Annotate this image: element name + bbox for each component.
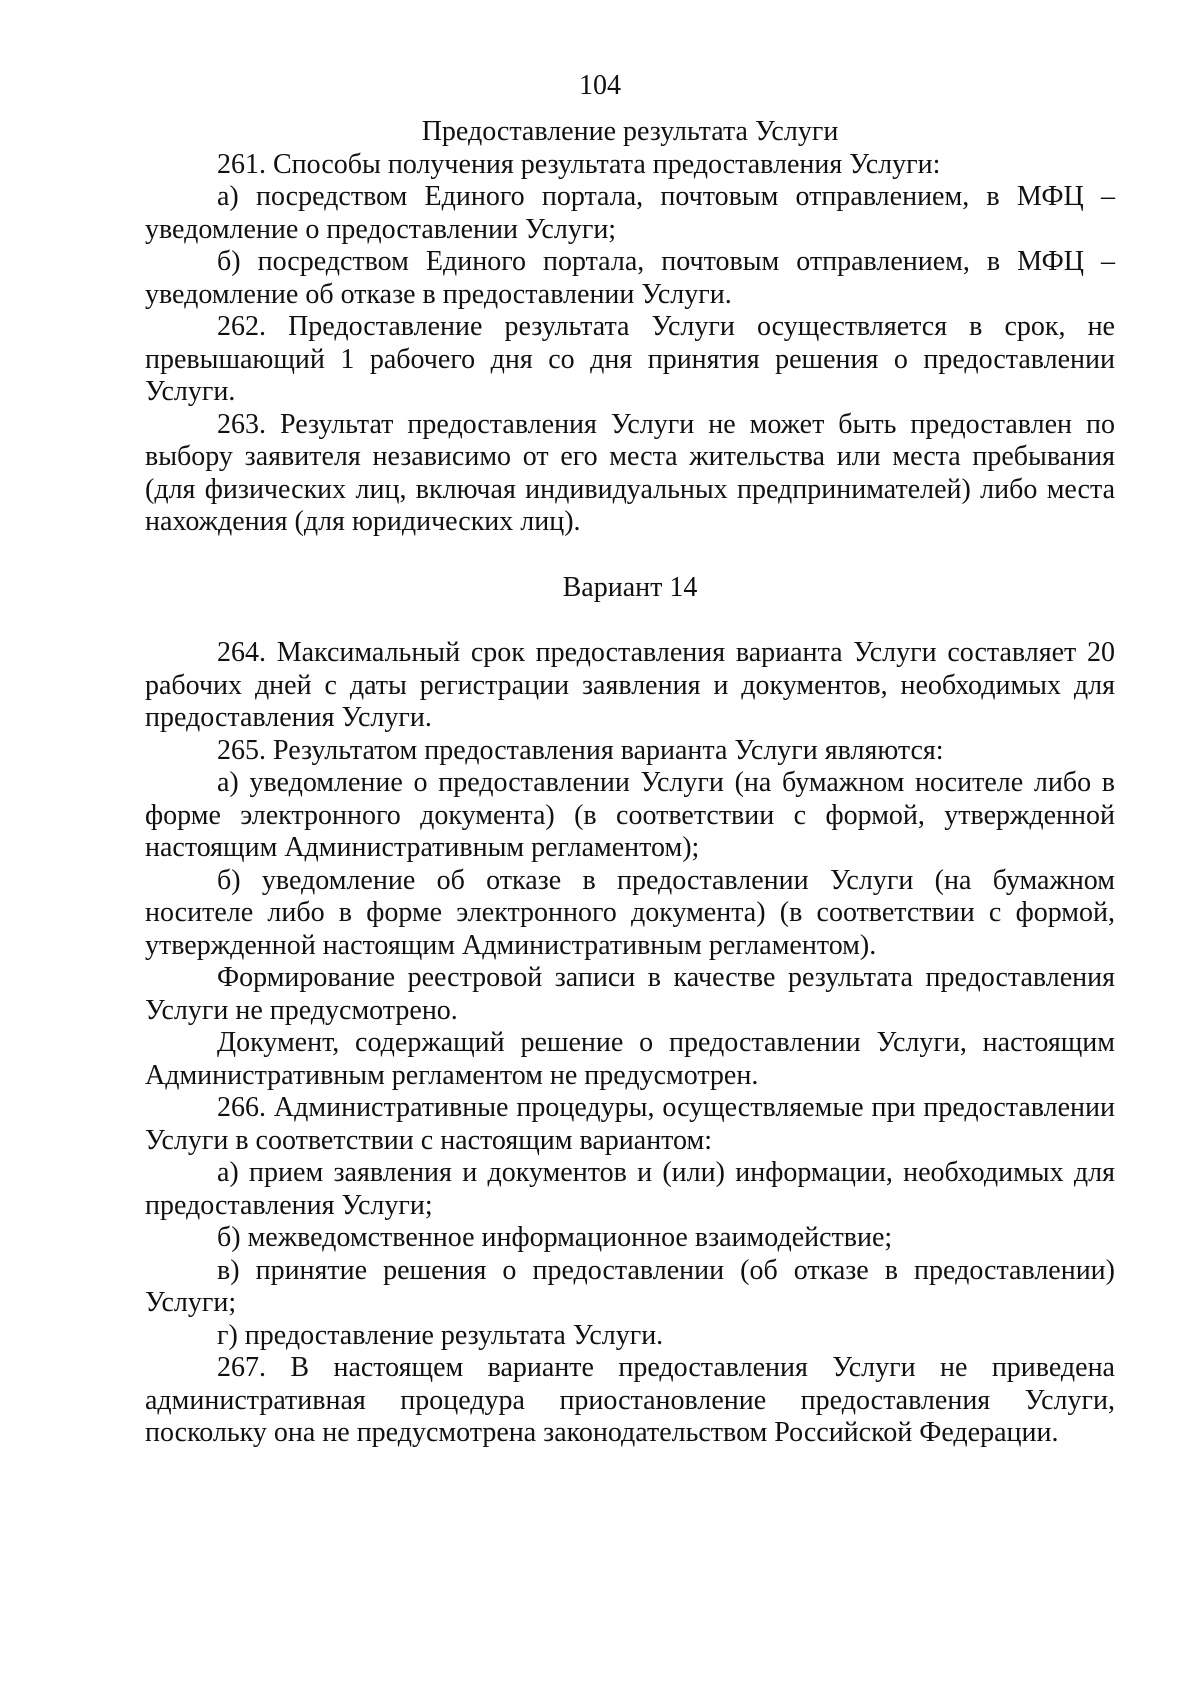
paragraph-266-a: а) прием заявления и документов и (или) информации, необходимых для предоставления Услуги;: [145, 1157, 1115, 1221]
paragraph-265-a: а) уведомление о предоставлении Услуги (на бумажном носителе либо в форме электронного документа) (в соответствии с формой, утвержденной настоящим Административным регламентом);: [145, 767, 1115, 863]
paragraph-267: 267. В настоящем варианте предоставления Услуги не приведена административная процедура приостановление предоставления Услуги, поскольку она не предусмотрена законодательством Российской Федерации.: [145, 1352, 1115, 1448]
page-number: 104: [579, 70, 621, 101]
paragraph-266-c: в) принятие решения о предоставлении (об отказе в предоставлении) Услуги;: [145, 1254, 1115, 1318]
paragraph-265-b: б) уведомление об отказе в предоставлении Услуги (на бумажном носителе либо в форме электронного документа) (в соответствии с формой, утвержденной настоящим Административным регламентом).: [145, 864, 1115, 961]
paragraph-264: 264. Максимальный срок предоставления варианта Услуги составляет 20 рабочих дней с даты регистрации заявления и документов, необходимых для предоставления Услуги.: [145, 637, 1115, 733]
paragraph-261: 261. Способы получения результата предоставления Услуги:: [217, 148, 941, 180]
paragraph-263: 263. Результат предоставления Услуги не может быть предоставлен по выбору заявителя независимо от его места жительства или места пребывания (для физических лиц, включая индивидуальных предпринимателей) либо места нахождения (для юридических лиц).: [145, 408, 1115, 537]
variant-heading: Вариант 14: [562, 571, 698, 603]
paragraph-registry-record: Формирование реестровой записи в качестве результата предоставления Услуги не предусмотрено.: [145, 962, 1115, 1026]
page-content: [145, 116, 1115, 1450]
paragraph-266: 266. Административные процедуры, осуществляемые при предоставлении Услуги в соответствии с настоящим вариантом:: [145, 1092, 1115, 1156]
paragraph-266-b: б) межведомственное информационное взаимодействие;: [217, 1222, 893, 1253]
paragraph-265: 265. Результатом предоставления варианта Услуги являются:: [217, 734, 944, 766]
paragraph-decision-document: Документ, содержащий решение о предоставлении Услуги, настоящим Административным регламентом не предусмотрен.: [145, 1027, 1115, 1091]
section-heading: Предоставление результата Услуги: [421, 116, 839, 147]
paragraph-261-a: а) посредством Единого портала, почтовым отправлением, в МФЦ – уведомление о предоставлении Услуги;: [145, 181, 1115, 245]
paragraph-266-d: г) предоставление результата Услуги.: [217, 1319, 664, 1351]
paragraph-261-b: б) посредством Единого портала, почтовым отправлением, в МФЦ – уведомление об отказе в предоставлении Услуги.: [145, 246, 1115, 310]
paragraph-262: 262. Предоставление результата Услуги осуществляется в срок, не превышающий 1 рабочего дня со дня принятия решения о предоставлении Услуги.: [145, 311, 1115, 407]
